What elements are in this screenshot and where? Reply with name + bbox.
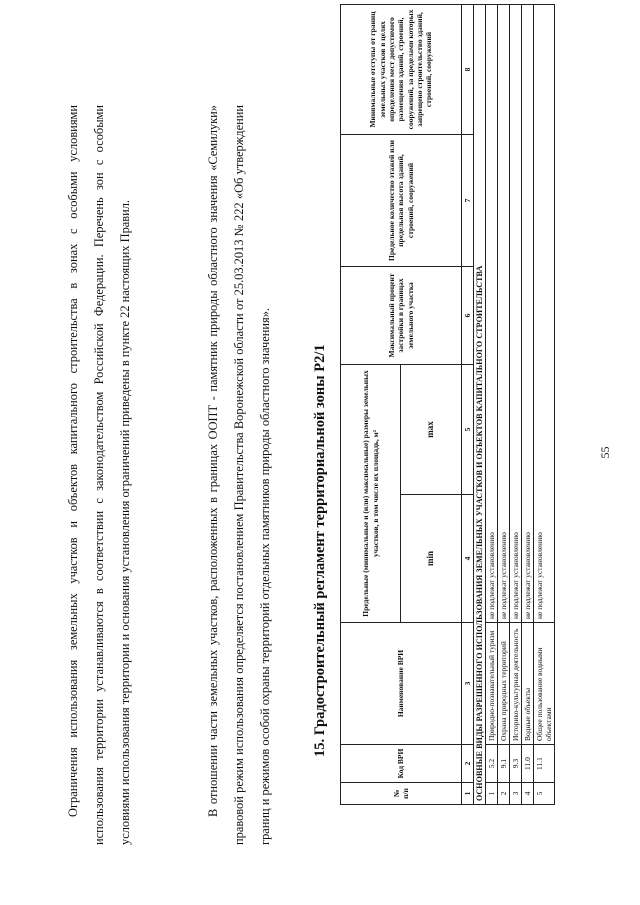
column-number-row <box>462 4 474 804</box>
header-name: Наименование ВРИ <box>341 623 462 745</box>
col-number: 2 <box>462 745 474 783</box>
header-size-group: Предельные (минимальные и (или) максимальные) размеры земельных участков, в том числе их площадь, м² <box>341 364 401 622</box>
row-num: 3 <box>510 783 522 805</box>
col-number: 7 <box>462 134 474 266</box>
row-code: 9.1 <box>498 745 510 783</box>
row-note: не подлежат установлению <box>510 4 522 622</box>
row-name: Водные объекты <box>522 623 534 745</box>
row-name: Общее пользование водными объектами <box>534 623 555 745</box>
col-number: 1 <box>462 783 474 805</box>
table-row <box>522 4 534 804</box>
table-header-row <box>341 4 401 804</box>
row-num: 5 <box>534 783 555 805</box>
row-note: не подлежат установлению <box>534 4 555 622</box>
regulation-table <box>340 4 555 805</box>
col-number: 5 <box>462 364 474 494</box>
section-row <box>474 4 486 804</box>
section-heading: 15. Градостроительный регламент территориальной зоны Р2/1 <box>312 344 328 757</box>
row-note: не подлежат установлению <box>486 4 498 622</box>
header-floors: Предельное количество этажей или предельная высота зданий, строений, сооружений <box>341 134 462 266</box>
row-num: 1 <box>486 783 498 805</box>
col-number: 8 <box>462 4 474 134</box>
header-percent: Максимальный процент застройки в границах земельного участка <box>341 266 462 364</box>
table-row <box>534 4 555 804</box>
col-number: 4 <box>462 495 474 623</box>
table-row <box>510 4 522 804</box>
row-code: 5.2 <box>486 745 498 783</box>
header-max: max <box>401 364 462 494</box>
col-number: 3 <box>462 623 474 745</box>
row-num: 4 <box>522 783 534 805</box>
header-min: min <box>401 495 462 623</box>
header-code: Код ВРИ <box>341 745 462 783</box>
paragraph-protected-area: В отношении части земельных участков, расположенных в границах ООПТ - памятник природы областного значения «Семилуки» правовой режим использования определяется постановлением Правительства Воронежской области от 25.03.2013 № 222 «Об утверждении границ и режимов особой охраны территорий отдельных памятников природы областного значения». <box>206 105 272 845</box>
row-num: 2 <box>498 783 510 805</box>
row-name: Охрана природных территорий <box>498 623 510 745</box>
table-row <box>498 4 510 804</box>
row-name: Природно-познавательный туризм <box>486 623 498 745</box>
row-code: 9.3 <box>510 745 522 783</box>
row-code: 11.0 <box>522 745 534 783</box>
header-setbacks: Минимальные отступы от границ земельных участков в целях определения мест допустимого размещения зданий, строений, сооружений, за пределами которых запрещено строительство зданий, строений, сооружений <box>341 4 462 134</box>
page-number: 55 <box>598 446 612 459</box>
row-code: 11.1 <box>534 745 555 783</box>
col-number: 6 <box>462 266 474 364</box>
row-name: Историко-культурная деятельность <box>510 623 522 745</box>
table-row <box>486 4 498 804</box>
header-num: № п/п <box>341 783 462 805</box>
row-note: не подлежат установлению <box>498 4 510 622</box>
section-title: ОСНОВНЫЕ ВИДЫ РАЗРЕШЕННОГО ИСПОЛЬЗОВАНИЯ ЗЕМЕЛЬНЫХ УЧАСТКОВ И ОБЪЕКТОВ КАПИТАЛЬНОГО СТРОИТЕЛЬСТВА <box>474 4 486 804</box>
row-note: не подлежат установлению <box>522 4 534 622</box>
paragraph-restrictions: Ограничения использования земельных участков и объектов капитального строительства в зонах с особыми условиями использования территории устанавливаются в соответствии с законодательством Российской Федерации. Перечень зон с особыми условиями использования территории и основания установления ограничений приведены в пункте 22 настоящих Правил. <box>66 105 132 845</box>
